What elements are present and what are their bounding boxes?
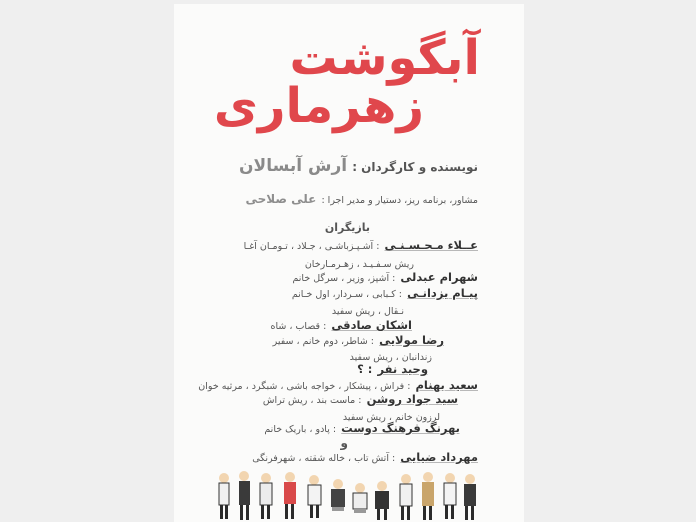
cast-roles: : قصاب ، شاه	[270, 321, 327, 332]
writer-director-name: آرش آبسالان	[239, 156, 348, 176]
cast-roles: و	[340, 436, 348, 450]
writer-director-row	[239, 156, 478, 176]
cast-roles: : آتش تاب ، خاله شقته ، شهرفرنگی	[252, 453, 396, 464]
consultants-row	[245, 188, 478, 207]
title-line-1: آبگوشت	[289, 30, 480, 86]
cast-name: اشکان صادقی	[331, 318, 412, 332]
cast-roles: : کـبابی ، سـردار، اول خـانم	[291, 289, 402, 300]
cast-name: مهرداد ضیایی	[400, 450, 478, 464]
cast-roles: : آشـپـزباشـی ، جـلاد ، تـومـان آغـا	[243, 241, 380, 252]
cast-name: وحید نفر	[377, 362, 428, 376]
cast-name: سعید بهنام	[415, 378, 478, 392]
cast-name: بهرنگ فرهنگ دوست	[341, 421, 460, 435]
cast-roles: لرزون خانم ، ریش سفید	[342, 412, 440, 423]
cast-roles: : ؟	[357, 362, 373, 376]
title-line-2: زهرماری	[213, 78, 424, 134]
cast-name: سید جواد روشن	[366, 392, 458, 406]
cast-roles: نـقال ، ریش سفید	[331, 306, 404, 317]
cast-row	[264, 417, 460, 436]
cast-roles: : فراش ، پیشکار ، خواجه باشی ، شبگرد ، مرثیه خوان	[198, 381, 411, 392]
cast-roles: ریش سـفـیـد ، زهـرمـارخان	[304, 259, 414, 270]
cast-figures-illustration	[210, 466, 480, 522]
cast-name: رضا مولایی	[379, 333, 444, 347]
cast-name: پیـام یزدانـی	[407, 286, 478, 300]
cast-row	[244, 234, 478, 253]
cast-name: شهرام عبدلی	[400, 270, 478, 284]
consultants-label: مشاور، برنامه ریز، دستیار و مدیر اجرا :	[321, 195, 478, 206]
cast-roles: زندانبان ، ریش سفید	[349, 352, 432, 363]
consultants-name: علی صلاحی	[245, 192, 317, 206]
cast-roles: : ماست بند ، ریش تراش	[262, 395, 362, 406]
poster	[174, 4, 524, 522]
cast-roles: : آشپز، وزیر ، سرگل خانم	[292, 273, 396, 284]
cast-roles: : پادو ، باریک خانم	[264, 424, 337, 435]
cast-name: عــلاء مـحـسـنـی	[384, 238, 478, 252]
cast-heading: بازیگران	[324, 221, 370, 234]
writer-director-label: نویسنده و کارگردان :	[352, 160, 478, 174]
cast-roles: : شاطر، دوم خانم ، سفیر	[272, 336, 374, 347]
